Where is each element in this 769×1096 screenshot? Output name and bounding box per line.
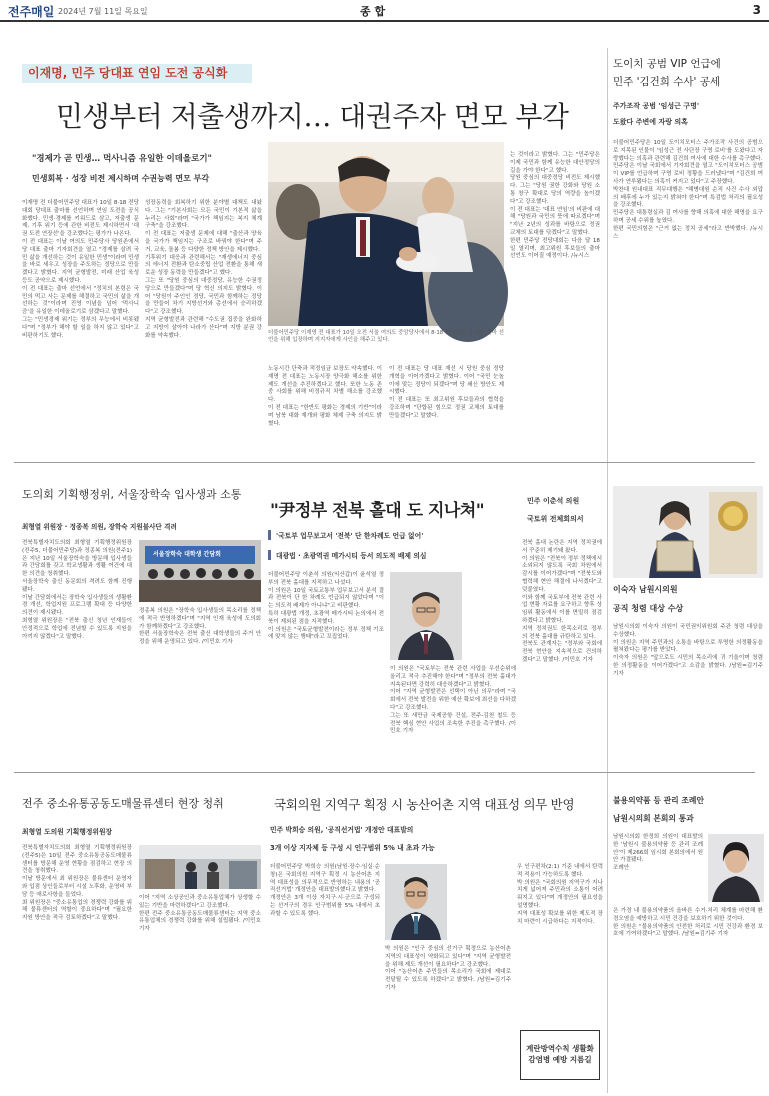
- award-subtitle: 공직 청렴 대상 수상: [613, 604, 684, 613]
- bottom-center-body-col3: 우 인구편차(2:1) 기준 내에서 탄력적 적용이 가능하도록 했다. 박 의원은 "국회의원 지역구가 지나치게 넓어져 주민과의 소통이 어려워지고 있다"며 개정안의 필요성을 설명했다. 지역 대표성 확보를 위한 제도적 장치 마련이 시급하다는 지적이다.: [517, 864, 603, 925]
- bottom-left-photo: [139, 845, 261, 889]
- section-name: 종 합: [360, 5, 386, 18]
- right-top-sub-2: 도왔다 주변에 자랑 의혹: [613, 118, 688, 126]
- public-notice-line-2: 감염병 예방 지름길: [528, 1055, 592, 1064]
- right-top-sub-1: 주가조작 공범 '임성근 구명': [613, 102, 699, 110]
- bottom-center-body-col2: 박 의원은 "인구 중심의 선거구 획정으로 농산어촌 지역의 대표성이 약화되고 있다"며 "지역 균형발전을 위해 제도 개선이 필요하다"고 강조했다. 이어 "농산어촌 주민들의 목소리가 국회에 제대로 전달될 수 있도록 하겠다"고 밝혔다. /남원=김기주 기자: [385, 946, 511, 991]
- top-body-col1: 이재명 전 더불어민주당 대표가 10일 8·18 전당대회 당대표 출마를 선언하며 연임 도전을 공식화했다. 민생·경제를 키워드로 삼고, 저출생 문제, 기후 위기 등에 관한 비전도 제시하면서 '대권 도전 연장선'을 강조했다는 평가가 나온다. 이 전 대표는 이날 여의도 민주당사 당원존에서 당 대표 출마 기자회견을 열고 "경제를 살려 국민 삶을 개선하는 것이 유일한 민생"이라며 민생을 바로 세우고 성장을 주도하는 정당으로 만들겠다고 밝혔다. 지역 균형발전, 미래 산업 육성 등도 공약으로 제시했다. 이 전 대표는 출마 선언에서 "정치의 본령은 국민의 먹고 사는 문제를 해결하고 국민의 삶을 개선하는 것"이라며 진영 이념을 넘어 '먹사니즘'을 유일한 이데올로기로 삼겠다고 말했다. 그는 "민생경제 위기는 정부의 무능에서 비롯됐다"며 "정부가 해야 할 일을 하지 않고 있다"고 비판하기도 했다.: [22, 200, 139, 339]
- award-tag-1: 민주 이춘석 의원: [527, 497, 580, 505]
- mid-center-sub-1: '국토부 업무보고서 '전북' 단 한차례도 언급 없어': [268, 530, 423, 540]
- bottom-left-body-col1: 전북특별자치도의회 최형열 기획행정위원장(전주5)은 10일 전주 중소유통공동도매물류센터를 방문해 운영 현황을 점검하고 현장 의견을 청취했다. 이날 방문에서 최 위원장은 물류센터 운영자와 입점 상인들로부터 시설 노후화, 운영비 부담 등 애로사항을 들었다. 최 위원장은 "중소유통업의 경쟁력 강화를 위해 물류센터의 역할이 중요하다"며 "필요한 지원 방안을 적극 검토하겠다"고 말했다.: [22, 845, 132, 922]
- top-body-col3: 노동시간 단축과 적정임금 보장도 약속했다. 이재명 전 대표는 노동시장 양극화 해소를 위한 제도 개선을 추진하겠다고 했다. 또한 노동 존중 사회를 위해 비정규직 차별 해소를 강조했다. 이 전 대표는 "한반도 평화는 경제의 기반"이라며 남북 대화 재개와 평화 체제 구축 의지도 밝혔다.: [268, 366, 382, 427]
- bottom-left-subtitle: 최형열 도의원 기획행정위원장: [22, 828, 113, 836]
- bottom-right-body: 남원시의회 한정희 의원이 대표발의한 '남원시 불용의약품 등 관리 조례안'이 제266회 임시회 본회의에서 원안 가결됐다. 조례안: [613, 834, 703, 872]
- bottom-center-portrait: [385, 864, 447, 940]
- award-tag-2: 국토위 전체회의서: [527, 515, 584, 523]
- mid-center-body-col1: 더불어민주당 이춘석 의원(익산갑)이 윤석열 정부의 전북 홀대를 지적하고 나섰다. 이 의원은 10일 국토교통부 업무보고서 분석 결과 전북이 단 한 차례도 언급되지 않았다며 "이는 의도적 배제가 아니냐"고 비판했다. 특히 대광법 개정, 초광역 메가시티 논의에서 전북이 제외된 점을 지적했다. 이 의원은 "국토균형발전이라는 정부 정책 기조에 맞지 않는 행태"라고 꼬집었다.: [268, 572, 384, 641]
- mid-center-portrait: [390, 572, 462, 660]
- mid-left-subtitle: 최형열 위원장 · 정종복 의원, 장학숙 지원불사단 격려: [22, 523, 177, 531]
- page-header: [0, 0, 769, 22]
- bottom-right-body-cont: 은 가정 내 불용의약품의 올바른 수거·처리 체계를 마련해 환경오염을 예방하고 시민 건강을 보호하기 위한 것이다. 한 의원은 "불용의약품의 안전한 처리로 시민 건강과 환경 보호에 기여하겠다"고 말했다. /남원=김기주 기자: [613, 908, 763, 938]
- newspaper-logo: 전주매일: [8, 5, 55, 19]
- mid-center-sub-2: 대광법 · 초광역권 메가시티 등서 의도적 배제 의심: [268, 550, 426, 560]
- mid-left-photo: [139, 540, 261, 602]
- top-body-col5: 는 것이라고 밝혔다. 그는 "민주당은 이제 국민과 함께 유능한 대안정당의 길을 가야 한다"고 했다. 당원 중심의 대중정당 비전도 제시했다. 그는 "당원 권한 강화와 당원 소통 창구 확대로 당의 역량을 높이겠다"고 강조했다. 이 전 대표는 '대표 연임'의 비판에 대해 "당원과 국민의 뜻에 따르겠다"며 "지난 2년의 성과를 바탕으로 정권 교체의 토대를 닦겠다"고 말했다. 한편 민주당 전당대회는 다음 달 18일 열리며, 최고위원 후보들의 출마 선언도 이어질 예정이다. /뉴시스: [510, 152, 600, 260]
- section-divider: [14, 462, 755, 463]
- photo-banner-text: 서울장학숙 대학생 간담회: [153, 551, 221, 558]
- bottom-center-body-col1: 더불어민주당 박희승 의원(남원·장수·임실·순창)은 국회의원 지역구 획정 시 농산어촌 지역 대표성을 의무적으로 반영하는 내용의 '공직선거법' 개정안을 대표발의했다고 밝혔다. 개정안은 3개 이상 자치구·시·군으로 구성되는 선거구의 경우 인구범위를 5% 내에서 초과할 수 있도록 했다.: [270, 864, 380, 917]
- top-headline: 민생부터 저출생까지… 대권주자 면모 부각: [56, 100, 569, 133]
- award-body: 남원시의회 이숙자 의원이 국민권익위원회 주관 청렴 대상을 수상했다. 이 의원은 지역 주민과의 소통을 바탕으로 투명한 의정활동을 펼쳐왔다는 평가를 받았다. 이숙자 의원은 "앞으로도 시민의 목소리에 귀 기울이며 청렴한 의정활동을 이어가겠다"고 소감을 밝혔다. /남원=김기주 기자: [613, 624, 763, 677]
- top-photo: [268, 142, 504, 326]
- mid-right-body-col: 전북 홀대 논란은 지역 정치권에서 꾸준히 제기돼 왔다. 이 의원은 "전북이 정부 정책에서 소외되지 않도록 국회 차원에서 감시를 이어가겠다"며 "전북도와 협력해 현안 해결에 나서겠다"고 덧붙였다. 이와 함께 국토부에 전북 관련 사업 현황 자료를 요구하고 향후 상임위 활동에서 이를 면밀히 점검하겠다고 밝혔다. 지역 정치권도 한목소리로 정부의 전북 홀대를 규탄하고 있다. 전북도 관계자는 "정부와 국회에 전북 현안을 지속적으로 건의하겠다"고 말했다. /이민호 기자: [522, 540, 602, 663]
- mid-left-title: 도의회 기획행정위, 서울장학숙 입사생과 소통: [22, 488, 242, 501]
- bottom-right-title: 불용의약품 등 관리 조례안: [613, 796, 704, 805]
- award-title: 이숙자 남원시의원: [613, 585, 678, 594]
- column-divider: [607, 48, 608, 1093]
- public-notice-line-1: 계란방역수칙 생활화: [526, 1044, 594, 1053]
- issue-date: 2024년 7월 11일 목요일: [58, 7, 148, 16]
- top-quote: "경제가 곧 민생… 먹사니즘 유일한 이데올로기": [32, 154, 212, 164]
- right-top-title-2: 민주 '김건희 수사' 공세: [613, 76, 721, 88]
- bottom-right-portrait: [708, 834, 764, 902]
- right-top-title-1: 도이치 공범 VIP 언급에: [613, 58, 721, 70]
- top-body-col4: 이 전 대표는 당 대표 재선 시 당원 중심 정당 개혁을 이어가겠다고 밝혔다. 이어 "국민 눈높이에 맞는 정당이 되겠다"며 당 쇄신 방안도 제시했다. 이 전 대표는 또 최고위원 후보들과의 협력을 강조하며 "단합된 힘으로 정권 교체의 토대를 만들겠다"고 말했다.: [389, 366, 504, 419]
- bottom-center-title: 국회의원 지역구 획정 시 농산어촌 지역 대표성 의무 반영: [274, 797, 575, 812]
- section-divider-2: [14, 772, 755, 773]
- bottom-center-sub-1: 민주 박희승 의원, '공직선거법' 개정안 대표발의: [270, 826, 414, 834]
- award-photo: [613, 486, 763, 578]
- bottom-left-body-col2: 이어 "지역 소상공인과 중소유통업체가 상생할 수 있는 기반을 마련하겠다"고 강조했다. 한편 전주 중소유통공동도매물류센터는 지역 중소유통업체의 경쟁력 강화를 위해 설립됐다. /이민호 기자: [139, 895, 261, 933]
- right-top-body: 더불어민주당은 10일 도이치모터스 주가조작 사건의 공범으로 지목된 인물이 '임성근 전 사단장 구명 로비'를 도왔다고 자랑했다는 의혹과 관련해 김건희 여사에 대한 수사를 촉구했다. 민주당은 이날 국회에서 기자회견을 열고 "도이치모터스 공범이 VIP를 언급하며 구명 로비 정황을 드러냈다"며 "김건희 여사가 연루됐다는 의혹이 커지고 있다"고 주장했다. 박찬대 원내대표 직무대행은 "해병대원 순직 사건 수사 외압의 배후에 누가 있는지 밝혀야 한다"며 특검법 처리의 필요성을 강조했다. 민주당은 대통령실과 김 여사를 향해 의혹에 대한 해명을 요구하며 공세 수위를 높였다. 한편 국민의힘은 "근거 없는 정치 공세"라고 반박했다. /뉴시스: [613, 140, 763, 240]
- top-body-col2: 성장동력을 회복하기 위한 분야별 대책도 내놨다. 그는 "기본사회는 모든 국민이 기본적 삶을 누리는 사회"라며 "국가가 책임지는 복지 체계 구축"을 강조했다. 이 전 대표는 저출생 문제에 대해 "출산과 양육을 국가가 책임지는 구조로 바꿔야 한다"며 주거, 교육, 돌봄 등 다양한 정책 방안을 제시했다. 기후위기 대응과 관련해서는 "재생에너지 중심의 에너지 전환과 탄소중립 산업 전환을 통해 새로운 성장 동력을 만들겠다"고 했다. 그는 또 "당원 중심의 대중정당, 유능한 수권정당으로 만들겠다"며 당 혁신 의지도 밝혔다. 이어 "당원이 주인인 정당, 국민과 함께하는 정당을 만들어 차기 지방선거와 총선에서 승리하겠다"고 강조했다. 지역 균형발전과 관련해 "수도권 집중을 완화하고 지방이 살아야 나라가 산다"며 지방 분권 강화를 약속했다.: [145, 200, 262, 339]
- mid-left-body-col2: 정종복 의원은 "장학숙 입사생들의 목소리를 정책에 적극 반영하겠다"며 "지역 인재 육성에 도의회가 함께하겠다"고 강조했다. 한편 서울장학숙은 전북 출신 대학생들의 주거 안정을 위해 운영되고 있다. /이민호 기자: [139, 608, 261, 646]
- bottom-center-sub-2: 3개 이상 지자체 등 구성 시 인구범위 5% 내 초과 가능: [270, 844, 435, 852]
- top-subheadline: 민생회복 · 성장 비전 제시하며 수권능력 면모 부각: [32, 174, 210, 183]
- bottom-right-subtitle: 남원시의회 본회의 통과: [613, 814, 694, 823]
- mid-center-title: "尹정부 전북 홀대 도 지나쳐": [270, 501, 485, 521]
- top-photo-caption: 더불어민주당 이재명 전 대표가 10일 오전 서울 여의도 중앙당사에서 8·18 전당대회 당 대표 출마 선언을 위해 입장하며 지지자에게 사인을 해주고 있다.: [268, 330, 504, 343]
- public-notice-box: [520, 1030, 600, 1080]
- bottom-left-title: 전주 중소유통공동도매물류센터 현장 청취: [22, 797, 224, 810]
- top-kicker-text: 이재명, 민주 당대표 연임 도전 공식화: [28, 66, 228, 80]
- mid-left-body-col1: 전북특별자치도의회 최형열 기획행정위원장(전주5, 더불어민주당)과 정종복 의원(전주1)은 지난 10일 서울장학숙을 방문해 입사생들과 간담회를 갖고 학교생활과 생활 여건에 대한 의견을 청취했다. 서울장학숙 출신 동문회의 격려도 함께 진행됐다. 이날 간담회에서는 장학숙 입사생들의 생활환경 개선, 학업지원 프로그램 확대 등 다양한 의견이 제시됐다. 최형열 위원장은 "전북 출신 청년 인재들이 안정적으로 학업에 전념할 수 있도록 지원을 아끼지 않겠다"고 말했다.: [22, 540, 132, 640]
- page-number: 3: [752, 3, 761, 17]
- mid-center-body-col2b: 이 의원은 "국토부는 전북 관련 사업을 우선순위에 올리고 적극 추진해야 한다"며 "정부의 전북 홀대가 지속된다면 강력히 대응하겠다"고 밝혔다. 이어 "지역 균형발전은 선택이 아닌 의무"라며 "국회에서 전북 발전을 위한 예산 확보에 최선을 다하겠다"고 강조했다. 그는 또 새만금 국제공항 건설, 전주-김천 철도 등 전북 핵심 현안 사업의 조속한 추진을 촉구했다. /이민호 기자: [390, 666, 516, 735]
